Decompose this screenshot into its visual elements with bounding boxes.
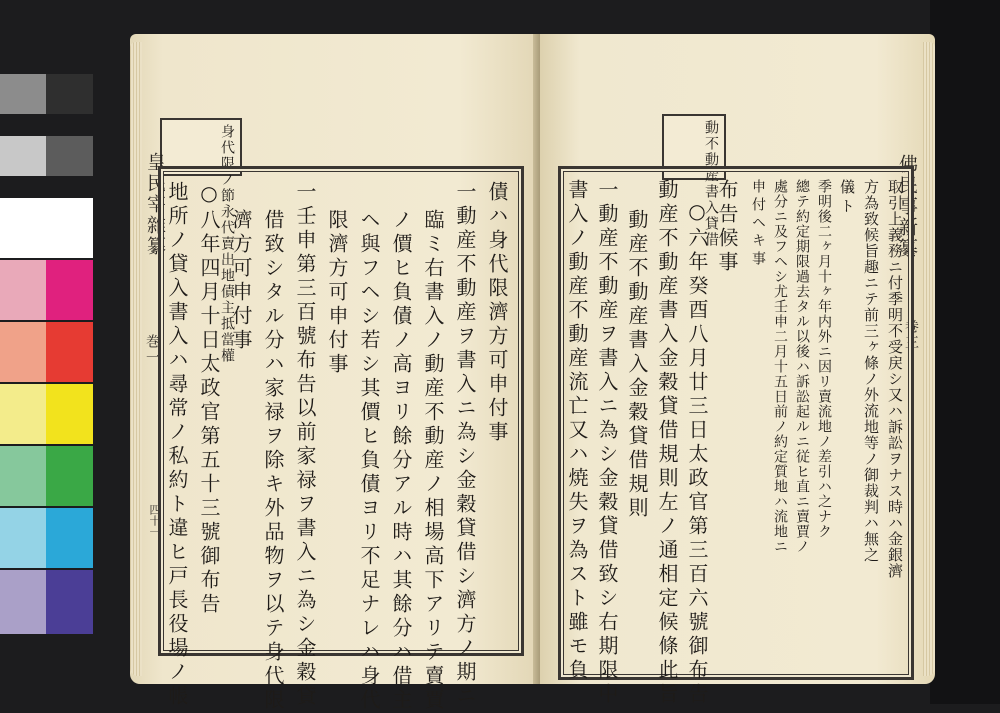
spine-title: 佛民事新纂 [896,154,918,259]
text-column: 債ハ身代限濟方可申付事 [485,181,509,445]
text-column: 總テ約定期限過去タル以後ハ訴訟起ルニ従ヒ直ニ賣賈ノ [794,179,810,554]
text-column: 借致シタル分ハ家禄ヲ除キ外品物ヲ以テ身代限 [261,209,285,713]
text-column: ヘ與フヘシ若シ其價ヒ負債ヨリ不足ナレハ身代 [357,209,381,713]
lavender-patch [0,570,46,634]
white-patch [0,198,93,258]
header-note-text: 身代限ノ節永代賣出地債主抵當權 [219,124,235,364]
magenta-patch [46,260,93,320]
text-column: 限濟方可申付事 [325,209,349,377]
volume-number: 巻三 [903,319,919,351]
spine-title: 皇民宰雜纂 [144,152,166,257]
yellow-patch [46,384,93,444]
gray-patch [0,74,46,114]
text-column: ○六年癸酉八月廿三日太政官第三百六號御布告 [685,199,709,707]
text-column: 方為致候旨趣ニテ前三ヶ條ノ外流地等ノ御裁判ハ無之 [862,179,880,563]
text-column: 地所ノ貸入書入ハ尋常ノ私約ト違ヒ戸長役場ノ帳 [165,181,189,709]
left-page [130,34,540,713]
color-calibration-strip [0,74,93,634]
salmon-patch [0,322,46,382]
text-column: 一動産不動産ヲ書入ニ為シ金穀貸借シ濟方ノ期ニ [453,181,477,709]
text-column: 書入ノ動産不動産流亡又ハ焼失ヲ為スト雖モ負 [565,179,589,683]
page-edge [923,42,935,676]
volume-number: 巻一 [144,334,160,366]
text-column: 動産不動産書入金穀貸借規則左ノ通相定候條此旨 [655,179,679,707]
page-edge [130,42,142,676]
text-column: 布告候事 [715,179,739,275]
cyan-patch [46,508,93,568]
text-frame [558,166,914,707]
text-column: 動産不動産書入金穀貸借規則 [625,209,649,521]
purple-patch [46,570,93,634]
text-column: 申付ヘキ事 [750,179,766,269]
gray-patch [0,136,46,176]
text-column: 季明後二ヶ月十ヶ年内外ニ因リ賣流地ノ差引ハ之ナク [816,179,832,539]
text-column: 一動産不動産ヲ書入ニ為シ金穀貸借致シ右期限中 [595,179,619,707]
folio-number: 四十一 [148,504,161,537]
light-cyan-patch [0,508,46,568]
text-column: 臨ミ右書入ノ動産不動産ノ相場高下アリテ賣賈 [421,209,445,713]
text-column: 一壬申第三百號布告以前家禄ヲ書入ニ為シ金穀貸 [293,181,317,709]
pink-patch [0,260,46,320]
gray-patch [46,136,93,176]
green-patch [46,446,93,506]
text-frame [158,166,524,713]
text-column: 儀ト [838,179,856,217]
open-book [115,34,945,713]
light-green-patch [0,446,46,506]
red-patch [46,322,93,382]
text-column: 取引上義務ニ付季明不受戻シ又ハ訴訟ヲナス時ハ金銀濟 [886,179,904,579]
text-column: 濟方可申付事 [229,209,253,353]
text-column: ノ價ヒ負債ノ高ヨリ餘分アル時ハ其餘分ハ借主 [389,209,413,713]
text-column: ○八年四月十日太政官第五十三號御布告 [197,181,221,617]
header-note-text: 動不動産書入貸借 [703,120,719,248]
gray-patch [46,74,93,114]
light-yellow-patch [0,384,46,444]
text-column: 處分ニ及フヘシ尤壬申二月十五日前ノ約定質地ハ流地ニ [772,179,788,554]
right-page [540,34,935,707]
